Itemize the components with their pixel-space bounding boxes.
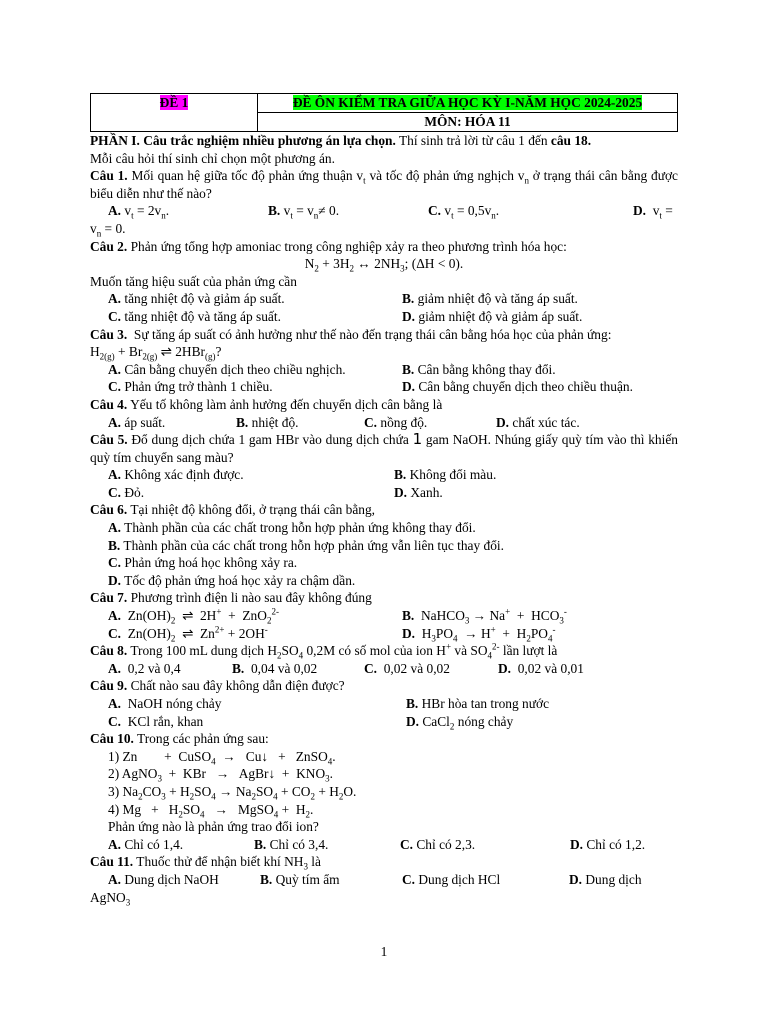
question-8: Câu 8. Trong 100 mL dung dịch $H_2SO_4$ 0,2M có số mol của ion H+ và $SO_4^{2-}$ lần lượt là A. 0,2 và 0,4 B. 0,04 và 0,02 C. 0,02 và 0,02 D. 0,02 và 0,01: [90, 641, 584, 676]
section-heading: PHẦN I. Câu trắc nghiệm nhiều phương án lựa chọn. Thí sinh trả lời từ câu 1 đến câu 18.: [90, 133, 592, 148]
exam-code: ĐỀ 1: [159, 95, 189, 110]
question-4: Câu 4. Yếu tố không làm ảnh hưởng đến chuyển dịch cân bằng là A. áp suất. B. nhiệt độ. C. nồng độ. D. chất xúc tác.: [90, 396, 580, 430]
question-7: Câu 7. Phương trình điện li nào sau đây không đúng A. $Zn(OH)_2$ ⇌ 2H+ + ZnO$_2^{2-}$ B. NaHCO$_3$ → $Na^+ + HCO_3^-$ C. $Zn(OH)_2$ ⇌ $Zn^{2+} + 2OH^-$ D. $H_3PO_4 \to H^+ + H_2PO_4^-$: [90, 590, 567, 644]
exam-title-cell: [258, 94, 678, 113]
question-2: Câu 2. Phản ứng tổng hợp amoniac trong công nghiệp xảy ra theo phương trình hóa học: $N_2 + 3H_2$ ↔ $2NH_3$; (ΔH < 0). Muốn tăng hiệu suất của phản ứng cần A. tăng nhiệt độ và giảm áp suất. B. giảm nhiệt độ và tăng áp suất. C. tăng nhiệt độ và tăng áp suất. D. giảm nhiệt độ và giảm áp suất.: [90, 238, 583, 324]
question-6: Câu 6. Tại nhiệt độ không đổi, ở trạng thái cân bằng, A. Thành phần của các chất trong hỗn hợp phản ứng không thay đổi. B. Thành phần của các chất trong hỗn hợp phản ứng vẫn liên tục thay đổi. C. Phản ứng hoá học không xảy ra. D. Tốc độ phản ứng hoá học xảy ra chậm dần.: [90, 502, 504, 588]
document-page: [90, 93, 678, 906]
question-11: Câu 11. Thuốc thử để nhận biết khí $NH_3$ là A. Dung dịch NaOH B. Quỳ tím ẩm C. Dung dịch HCl D. Dung dịch AgNO$_3$: [90, 854, 642, 908]
exam-code-cell: [91, 94, 258, 132]
section-instruction: Mỗi câu hỏi thí sinh chỉ chọn một phương án.: [90, 150, 335, 166]
question-5: Câu 5. Đổ dung dịch chứa 1 gam HBr vào dung dịch chứa 1 gam NaOH. Nhúng giấy quỳ tím vào thì khiến quỳ tím chuyển sang màu? A. Không xác định được. B. Không đổi màu. C. Đỏ. D. Xanh.: [90, 430, 678, 500]
question-10: Câu 10. Trong các phản ứng sau: 1) Zn + CuSO$_4$ → Cu↓ + ZnSO$_4$. 2) AgNO$_3$ + KBr → AgBr↓ + $KNO_3$. 3) $Na_2CO_3 + H_2SO_4 \to Na_2SO_4 + CO_2 + H_2O$. 4) $Mg + H_2SO_4$ → MgSO$_4$ + $H_2$. Phản ứng nào là phản ứng trao đổi ion? A. Chỉ có 1,4. B. Chỉ có 3,4. C. Chỉ có 2,3. D. Chỉ có 1,2.: [90, 731, 646, 852]
exam-header-table: [90, 93, 678, 132]
question-9: Câu 9. Chất nào sau đây không dẫn điện được? A. NaOH nóng chảy B. HBr hòa tan trong nước C. KCl rắn, khan D. CaCl$_2$ nóng chảy: [90, 678, 550, 732]
exam-subject-cell: [258, 113, 678, 132]
exam-subject: MÔN: HÓA 11: [424, 114, 511, 129]
question-1: Câu 1. Mối quan hệ giữa tốc độ phản ứng thuận $v_t$ và tốc độ phản ứng nghịch $v_n$ ở trạng thái cân bằng được biểu diễn như thế nào? A. $v_t = 2v_n$. B. $v_t = v_n\ne 0$. C. $v_t = 0,5v_n$. D. $v_t$ = $v_n = 0$.: [90, 168, 678, 239]
question-3: Câu 3. Sự tăng áp suất có ảnh hưởng như thế nào đến trạng thái cân bằng hóa học của phản ứng: $H_{2(g)} + Br_{2(g)}$ ⇌ 2HBr$_{(g)}$? A. Cân bằng chuyển dịch theo chiều nghịch. B. Cân bằng không thay đổi. C. Phản ứng trở thành 1 chiều. D. Cân bằng chuyển dịch theo chiều thuận.: [90, 326, 633, 395]
page-number: 1: [380, 944, 388, 959]
exam-title: ĐỀ ÔN KIỂM TRA GIỮA HỌC KỲ I-NĂM HỌC 2024-2025: [292, 95, 643, 110]
